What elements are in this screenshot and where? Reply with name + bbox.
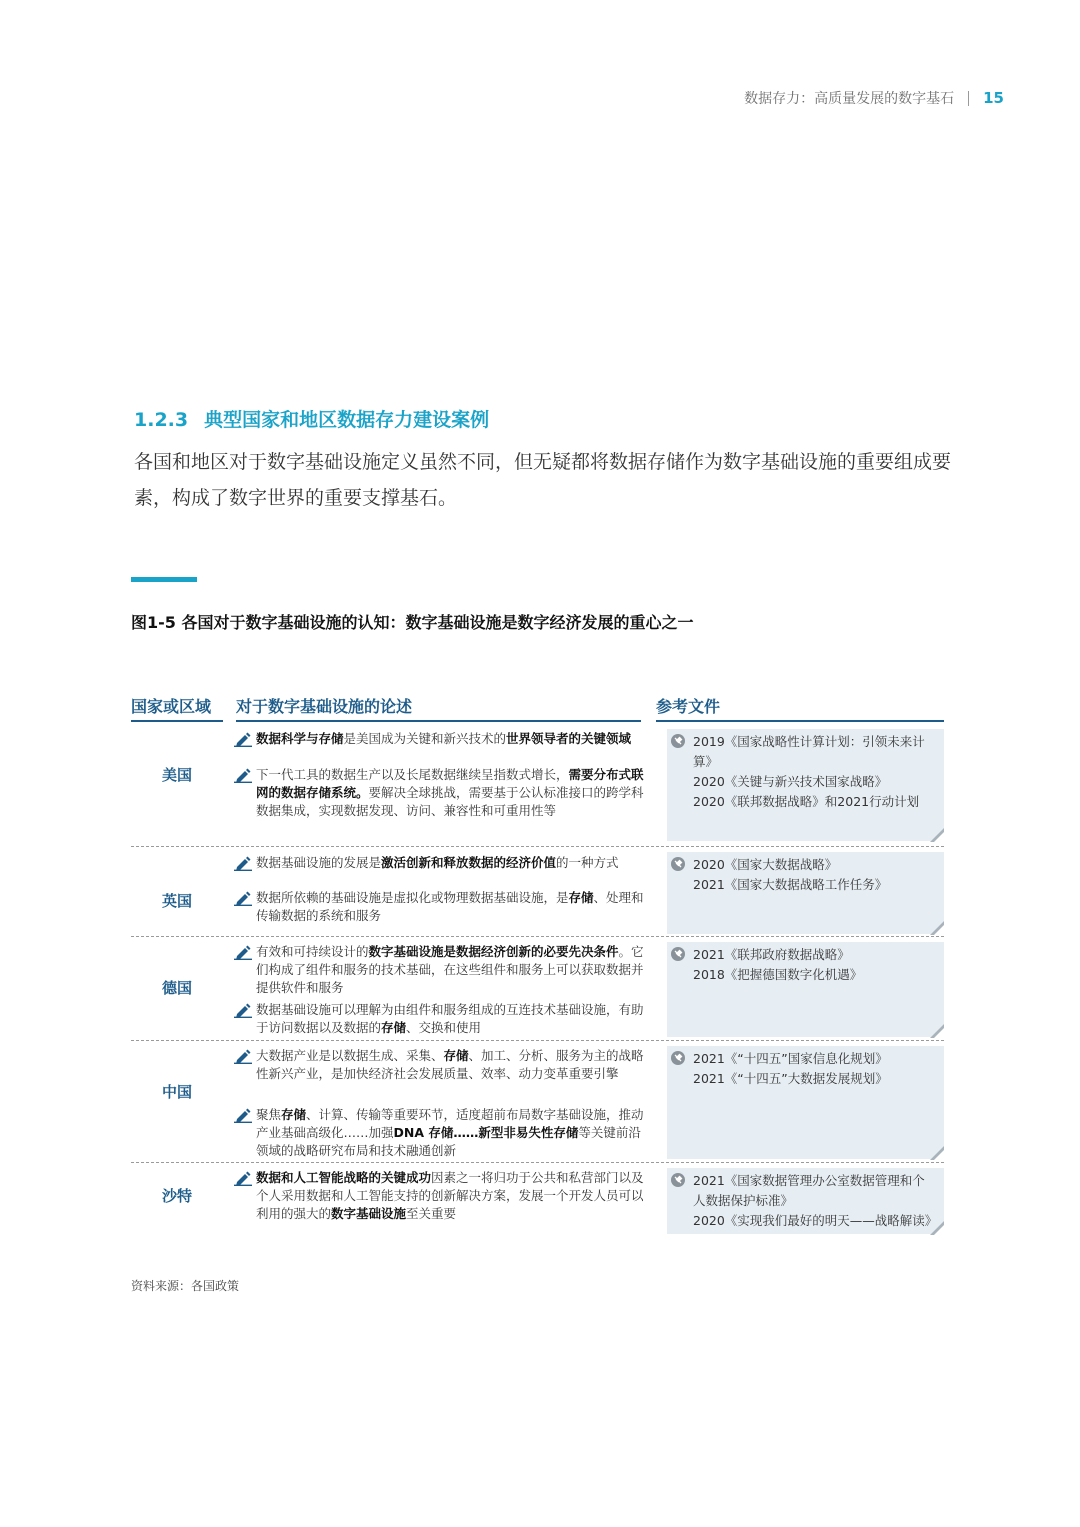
statement-item — [234, 766, 646, 820]
section-body: 各国和地区对于数字基础设施定义虽然不同，但无疑都将数据存储作为数字基础设施的重要组成要素，构成了数字世界的重要支撑基石。 — [134, 451, 952, 509]
statement-text: 。它们构成了组件和服务的技术基础，在这些组件和服务上可以获取数据并提供软件和服务 — [256, 944, 644, 995]
statement-item — [234, 1047, 646, 1083]
statement-item — [234, 730, 646, 748]
column-header-region: 国家或区域 — [131, 694, 223, 722]
reference-item: 2021《“十四五”国家信息化规划》 — [693, 1051, 888, 1066]
reference-item: 2021《国家大数据战略工作任务》 — [693, 877, 888, 892]
statement-emphasis: 数字基础设施是数据经济创新的必要先决条件 — [368, 944, 619, 959]
pencil-icon — [234, 1107, 252, 1123]
statement-text: 的一种方式 — [556, 855, 619, 870]
reference-item: 2020《实现我们最好的明天——战略解读》 — [693, 1213, 938, 1228]
statement-item — [234, 854, 646, 872]
statement-text: 数据所依赖的基础设施是虚拟化或物理数据基础设施，是 — [256, 890, 569, 905]
section-title: 典型国家和地区数据存力建设案例 — [204, 409, 490, 431]
table-row — [131, 1165, 944, 1235]
pencil-icon — [234, 890, 252, 906]
page-number: 15 — [983, 89, 1004, 107]
figure-title: 图1-5 各国对于数字基础设施的认知：数字基础设施是数字经济发展的重心之一 — [131, 613, 694, 632]
reference-box — [667, 942, 944, 1037]
section-heading — [134, 405, 489, 432]
region-name: 中国 — [161, 1083, 192, 1101]
reference-item: 2021《国家数据管理办公室数据管理和个人数据保护标准》 — [693, 1173, 925, 1208]
page-curl-icon — [930, 827, 944, 841]
table-row — [131, 1043, 944, 1163]
reference-box — [667, 1046, 944, 1159]
statement-text: 大数据产业是以数据生成、采集、 — [256, 1048, 444, 1063]
pin-icon — [671, 946, 685, 960]
statement-text: 聚焦 — [256, 1107, 282, 1122]
statement-item — [234, 889, 646, 925]
reference-item: 2019《国家战略性计算计划：引领未来计算》 — [693, 734, 925, 769]
source-note: 资料来源：各国政策 — [131, 1279, 240, 1293]
region-name: 英国 — [161, 892, 192, 910]
statement-text: 数据基础设施的发展是 — [256, 855, 382, 870]
region-name: 沙特 — [161, 1187, 192, 1205]
statement-text: 、交换和使用 — [406, 1020, 482, 1035]
region-name: 德国 — [161, 979, 192, 997]
statement-emphasis: 存储 — [443, 1048, 469, 1063]
table-row — [131, 939, 944, 1041]
statement-item — [234, 943, 646, 997]
statement-text: 因素之一将归功于公共和私营部门以及个人采用数据和人工智能支持的创新解决方案，发展一个开发人员可以利用的强大的 — [256, 1170, 644, 1221]
statement-text: 数据基础设施可以理解为由组件和服务组成的互连技术基础设施，有助于访问数据以及数据的 — [256, 1002, 644, 1035]
reference-item: 2021《联邦政府数据战略》 — [693, 947, 850, 962]
column-header-reference: 参考文件 — [656, 694, 944, 722]
reference-box — [667, 729, 944, 841]
statement-text: 下一代工具的数据生产以及长尾数据继续呈指数式增长， — [256, 767, 569, 782]
pencil-icon — [234, 767, 252, 783]
page-curl-icon — [930, 920, 944, 934]
statement-text: 等关键前沿领域的战略研究布局和技术融通创新 — [256, 1125, 641, 1158]
statement-text: 、处理和传输数据的系统和服务 — [256, 890, 644, 923]
page-curl-icon — [930, 1220, 944, 1234]
reference-item: 2021《“十四五”大数据发展规划》 — [693, 1071, 888, 1086]
pin-icon — [671, 733, 685, 747]
table-row — [131, 726, 944, 847]
statement-emphasis: 激活创新和释放数据的经济价值 — [381, 855, 557, 870]
statement-text: 至关重要 — [406, 1206, 457, 1221]
statement-text: 要解决全球挑战，需要基于公认标准接口的跨学科数据集成，实现数据发现、访问、兼容性和可重用性等 — [256, 785, 644, 818]
reference-item: 2020《国家大数据战略》 — [693, 857, 838, 872]
reference-box — [667, 852, 944, 934]
statement-item — [234, 1001, 646, 1037]
pin-icon — [671, 856, 685, 870]
pencil-icon — [234, 1048, 252, 1064]
statement-emphasis: 数据和人工智能战略的关键成功 — [256, 1170, 432, 1185]
statement-text: 、计算、传输等重要环节，适度超前布局数字基础设施，推动产业基础高级化……加强 — [256, 1107, 644, 1140]
statement-emphasis: 需要分布式联网的数据存储系统。 — [256, 767, 644, 800]
statement-emphasis: 存储 — [381, 1020, 407, 1035]
statement-item — [234, 1169, 646, 1223]
pin-icon — [671, 1050, 685, 1064]
page-header — [744, 88, 1004, 108]
pencil-icon — [234, 1002, 252, 1018]
reference-item: 2018《把握德国数字化机遇》 — [693, 967, 863, 982]
statement-item — [234, 1106, 646, 1160]
statement-text: 是美国成为关键和新兴技术的 — [343, 731, 507, 746]
statement-text: 有效和可持续设计的 — [256, 944, 369, 959]
reference-item: 2020《关键与新兴技术国家战略》 — [693, 774, 888, 789]
reference-box — [667, 1168, 944, 1234]
running-title: 数据存力：高质量发展的数字基石 — [744, 91, 955, 107]
statement-emphasis: 数据科学与存储 — [256, 731, 344, 746]
statement-text: 、加工、分析、服务为主的战略性新兴产业，是加快经济社会发展质量、效率、动力变革重要引擎 — [256, 1048, 644, 1081]
region-name: 美国 — [161, 766, 192, 784]
header-divider — [968, 91, 969, 106]
pencil-icon — [234, 944, 252, 960]
pencil-icon — [234, 855, 252, 871]
statement-emphasis: DNA 存储……新型非易失性存储 — [393, 1125, 579, 1140]
page-curl-icon — [930, 1023, 944, 1037]
statement-emphasis: 数字基础设施 — [331, 1206, 407, 1221]
pencil-icon — [234, 731, 252, 747]
table-row — [131, 849, 944, 937]
reference-item: 2020《联邦数据战略》和2021行动计划 — [693, 794, 920, 809]
section-number: 1.2.3 — [134, 409, 189, 431]
statement-emphasis: 世界领导者的关键领域 — [506, 731, 632, 746]
pin-icon — [671, 1172, 685, 1186]
figure-accent-bar — [131, 577, 197, 582]
statement-emphasis: 存储 — [568, 890, 594, 905]
column-header-statement: 对于数字基础设施的论述 — [236, 694, 641, 722]
page-curl-icon — [930, 1145, 944, 1159]
pencil-icon — [234, 1170, 252, 1186]
statement-emphasis: 存储 — [281, 1107, 307, 1122]
